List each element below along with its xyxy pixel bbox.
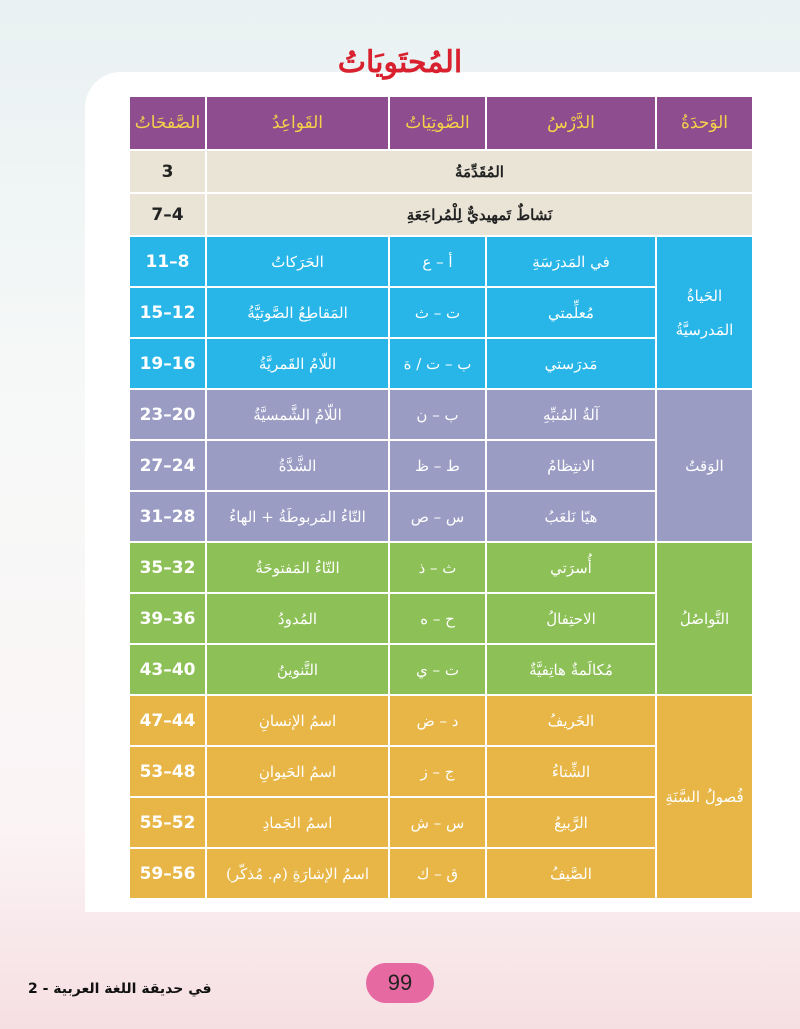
- table-row: [129, 236, 753, 287]
- table-row: [129, 389, 753, 440]
- table-row: [129, 542, 753, 593]
- pages-cell: 35–32: [129, 542, 206, 593]
- pages-cell: 43–40: [129, 644, 206, 695]
- pages-cell: 15–12: [129, 287, 206, 338]
- pages-cell: 27–24: [129, 440, 206, 491]
- pages-cell: 31–28: [129, 491, 206, 542]
- table-row: [129, 695, 753, 746]
- unit-name: التَّواصُلُ: [656, 542, 753, 695]
- sounds-cell: س – ش: [389, 797, 486, 848]
- grammar-cell: اللّامُ القَمريَّةُ: [206, 338, 389, 389]
- page-number-badge: 99: [366, 963, 434, 1003]
- lesson-cell: مَدرَستي: [486, 338, 656, 389]
- grammar-cell: اسمُ الإشارَةِ (م. مُذكّر): [206, 848, 389, 899]
- grammar-cell: الحَرَكاتُ: [206, 236, 389, 287]
- lesson-cell: في المَدرَسَةِ: [486, 236, 656, 287]
- sounds-cell: ث – ذ: [389, 542, 486, 593]
- grammar-cell: المُدودُ: [206, 593, 389, 644]
- pages-cell: 23–20: [129, 389, 206, 440]
- intro-label: المُقَدِّمَةُ: [206, 150, 753, 193]
- pages-cell: 55–52: [129, 797, 206, 848]
- sounds-cell: ج – ز: [389, 746, 486, 797]
- intro-pages: 7–4: [129, 193, 206, 236]
- pages-cell: 39–36: [129, 593, 206, 644]
- lesson-cell: الرَّبيعُ: [486, 797, 656, 848]
- header-lesson: الدَّرْسُ: [486, 96, 656, 150]
- grammar-cell: المَقاطِعُ الصَّوتيَّةُ: [206, 287, 389, 338]
- grammar-cell: اسمُ الحَيوانِ: [206, 746, 389, 797]
- intro-row: [129, 193, 753, 236]
- grammar-cell: الشَّدَّةُ: [206, 440, 389, 491]
- intro-row: [129, 150, 753, 193]
- sounds-cell: ت – ي: [389, 644, 486, 695]
- sounds-cell: ب – ت / ة: [389, 338, 486, 389]
- sounds-cell: ب – ن: [389, 389, 486, 440]
- header-unit: الوَحدَةُ: [656, 96, 753, 150]
- sounds-cell: ح – ه: [389, 593, 486, 644]
- grammar-cell: اسمُ الجَمادِ: [206, 797, 389, 848]
- unit-name: الحَياةُ المَدرسيَّةُ: [656, 236, 753, 389]
- sounds-cell: ط – ظ: [389, 440, 486, 491]
- intro-pages: 3: [129, 150, 206, 193]
- pages-cell: 47–44: [129, 695, 206, 746]
- lesson-cell: الصَّيفُ: [486, 848, 656, 899]
- pages-cell: 19–16: [129, 338, 206, 389]
- lesson-cell: أُسرَتي: [486, 542, 656, 593]
- intro-label: نَشاطٌ تَمهيديٌّ لِلْمُراجَعَةِ: [206, 193, 753, 236]
- lesson-cell: آلةُ المُنبِّهِ: [486, 389, 656, 440]
- contents-table: [128, 95, 754, 900]
- header-pages: الصَّفحَاتُ: [129, 96, 206, 150]
- header-row: [129, 96, 753, 150]
- grammar-cell: اسمُ الإنسانِ: [206, 695, 389, 746]
- sounds-cell: ت – ث: [389, 287, 486, 338]
- grammar-cell: التّاءُ المَربوطَةُ + الهاءُ: [206, 491, 389, 542]
- page-title: المُحتَويَاتُ: [337, 45, 463, 80]
- sounds-cell: د – ض: [389, 695, 486, 746]
- grammar-cell: التّاءُ المَفتوحَةُ: [206, 542, 389, 593]
- lesson-cell: الاحتِفالُ: [486, 593, 656, 644]
- lesson-cell: الخَريفُ: [486, 695, 656, 746]
- lesson-cell: هيّا نَلعَبُ: [486, 491, 656, 542]
- sounds-cell: أ – ع: [389, 236, 486, 287]
- grammar-cell: اللّامُ الشَّمسيَّةُ: [206, 389, 389, 440]
- lesson-cell: الشِّتاءُ: [486, 746, 656, 797]
- pages-cell: 11–8: [129, 236, 206, 287]
- grammar-cell: التَّنوينُ: [206, 644, 389, 695]
- header-grammar: القَواعِدُ: [206, 96, 389, 150]
- unit-name: الوَقتُ: [656, 389, 753, 542]
- sounds-cell: ق – ك: [389, 848, 486, 899]
- pages-cell: 53–48: [129, 746, 206, 797]
- lesson-cell: الانتِظامُ: [486, 440, 656, 491]
- lesson-cell: مُكالَمةٌ هاتِفيَّةٌ: [486, 644, 656, 695]
- sounds-cell: س – ص: [389, 491, 486, 542]
- header-sounds: الصَّوتِيَاتُ: [389, 96, 486, 150]
- book-title-footer: في حديقة اللغة العربية - 2: [28, 981, 212, 997]
- lesson-cell: مُعلِّمتي: [486, 287, 656, 338]
- unit-name: فُصولُ السَّنَةِ: [656, 695, 753, 899]
- pages-cell: 59–56: [129, 848, 206, 899]
